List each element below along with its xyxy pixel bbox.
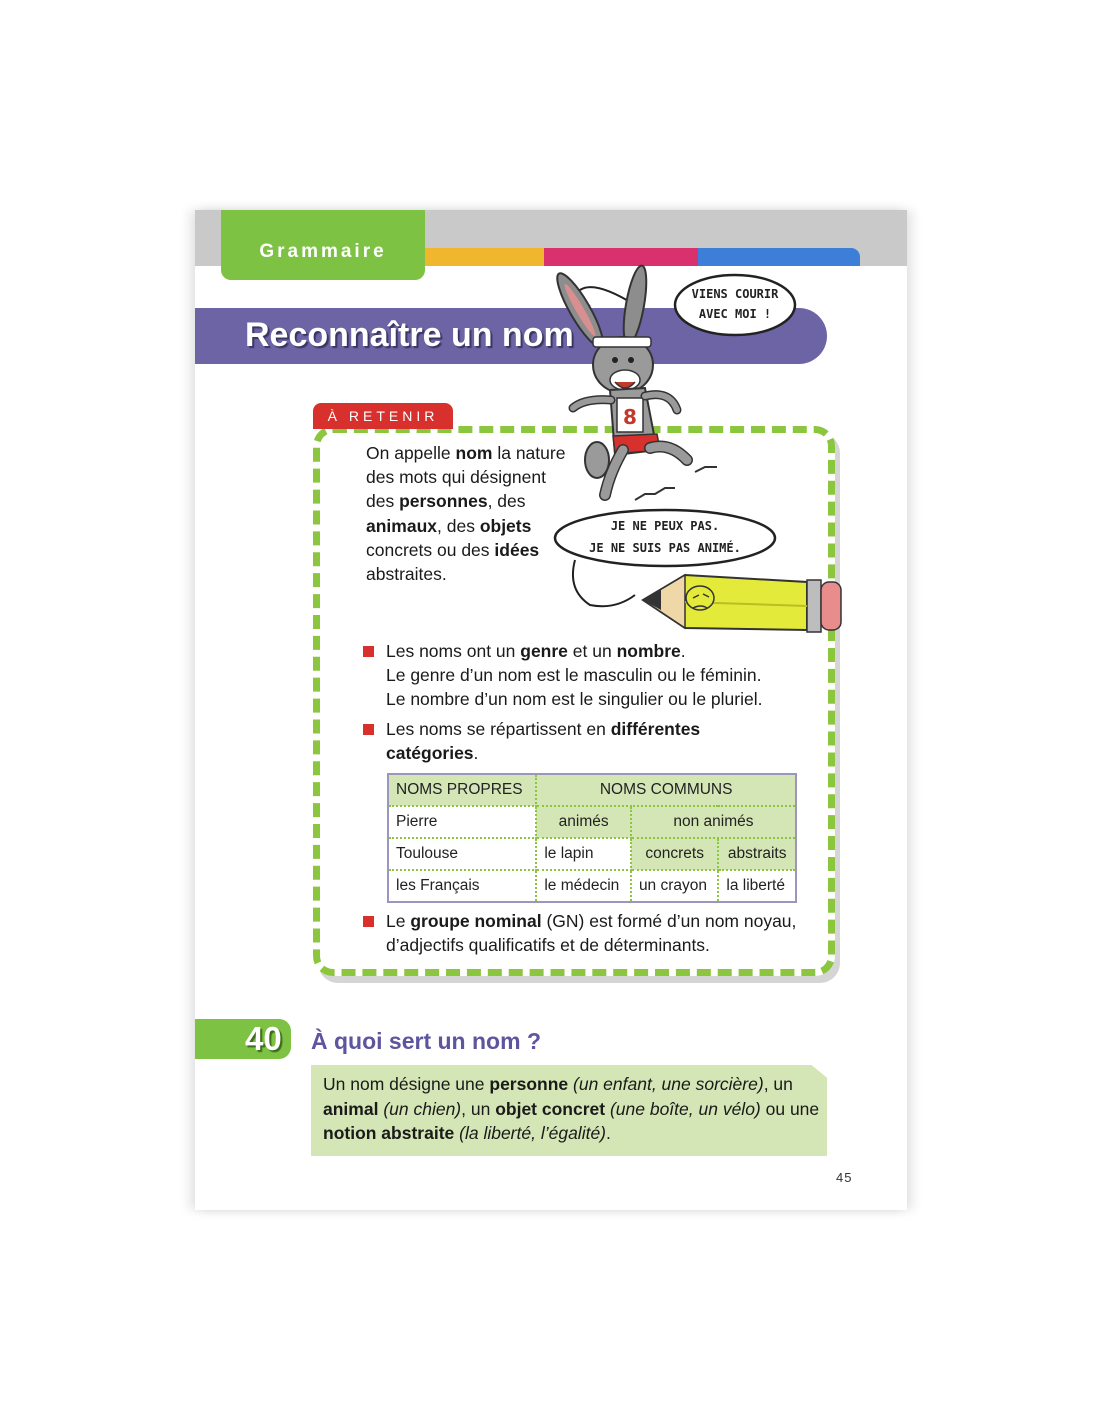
cell-anime: le médecin: [536, 870, 631, 902]
rabbit-speech-bubble: [577, 275, 795, 335]
section-tab: Grammaire: [221, 210, 425, 280]
book-page: [195, 210, 907, 1210]
page-title: Reconnaître un nom: [245, 316, 574, 354]
bullet-groupe-nominal: Le groupe nominal (GN) est formé d’un nom noyau, d’adjectifs qualificatifs et de déterminants.: [363, 909, 803, 957]
rabbit-bib-number: 8: [623, 405, 637, 429]
pencil-icon: [643, 575, 841, 632]
page-number: 45: [836, 1170, 853, 1185]
cell-anime: le lapin: [536, 838, 631, 870]
header-noms-communs: NOMS COMMUNS: [536, 774, 796, 806]
illustration: [195, 210, 907, 1210]
bullet-categories: Les noms se répartissent en différentes catégories.: [363, 717, 700, 765]
definition-text: Un nom désigne une personne (un enfant, une sorcière), un animal (un chien), un objet concret (une boîte, un vélo) ou une notion abstraite (la liberté, l’égalité).: [323, 1074, 820, 1143]
rabbit-speech-line2: AVEC MOI !: [698, 307, 772, 321]
pencil-speech-line1: JE NE PEUX PAS.: [610, 519, 720, 533]
pencil-speech-line2: JE NE SUIS PAS ANIMÉ.: [589, 541, 741, 555]
cell-concret: un crayon: [631, 870, 718, 902]
cell-propre: Toulouse: [388, 838, 536, 870]
section-number: 40: [245, 1020, 282, 1057]
header-concrets: concrets: [631, 838, 718, 870]
header-abstraits: abstraits: [718, 838, 796, 870]
rabbit-speech-line1: VIENS COURIR: [691, 287, 779, 301]
header-noms-propres: NOMS PROPRES: [388, 774, 536, 806]
cell-abstrait: la liberté: [718, 870, 796, 902]
cell-propre: Pierre: [388, 806, 536, 838]
header-non-animes: non animés: [631, 806, 796, 838]
section-title: À quoi sert un nom ?: [311, 1028, 541, 1054]
cell-propre: les Français: [388, 870, 536, 902]
bullet-genre-nombre: Les noms ont un genre et un nombre. Le genre d’un nom est le masculin ou le féminin. Le nombre d’un nom est le singulier ou le pluriel.: [363, 639, 762, 712]
intro-paragraph: On appelle nom la nature des mots qui désignent des personnes, des animaux, des objets concrets ou des idées abstraites.: [366, 443, 566, 585]
header-animes: animés: [536, 806, 631, 838]
retenir-tab: À RETENIR: [313, 403, 453, 429]
